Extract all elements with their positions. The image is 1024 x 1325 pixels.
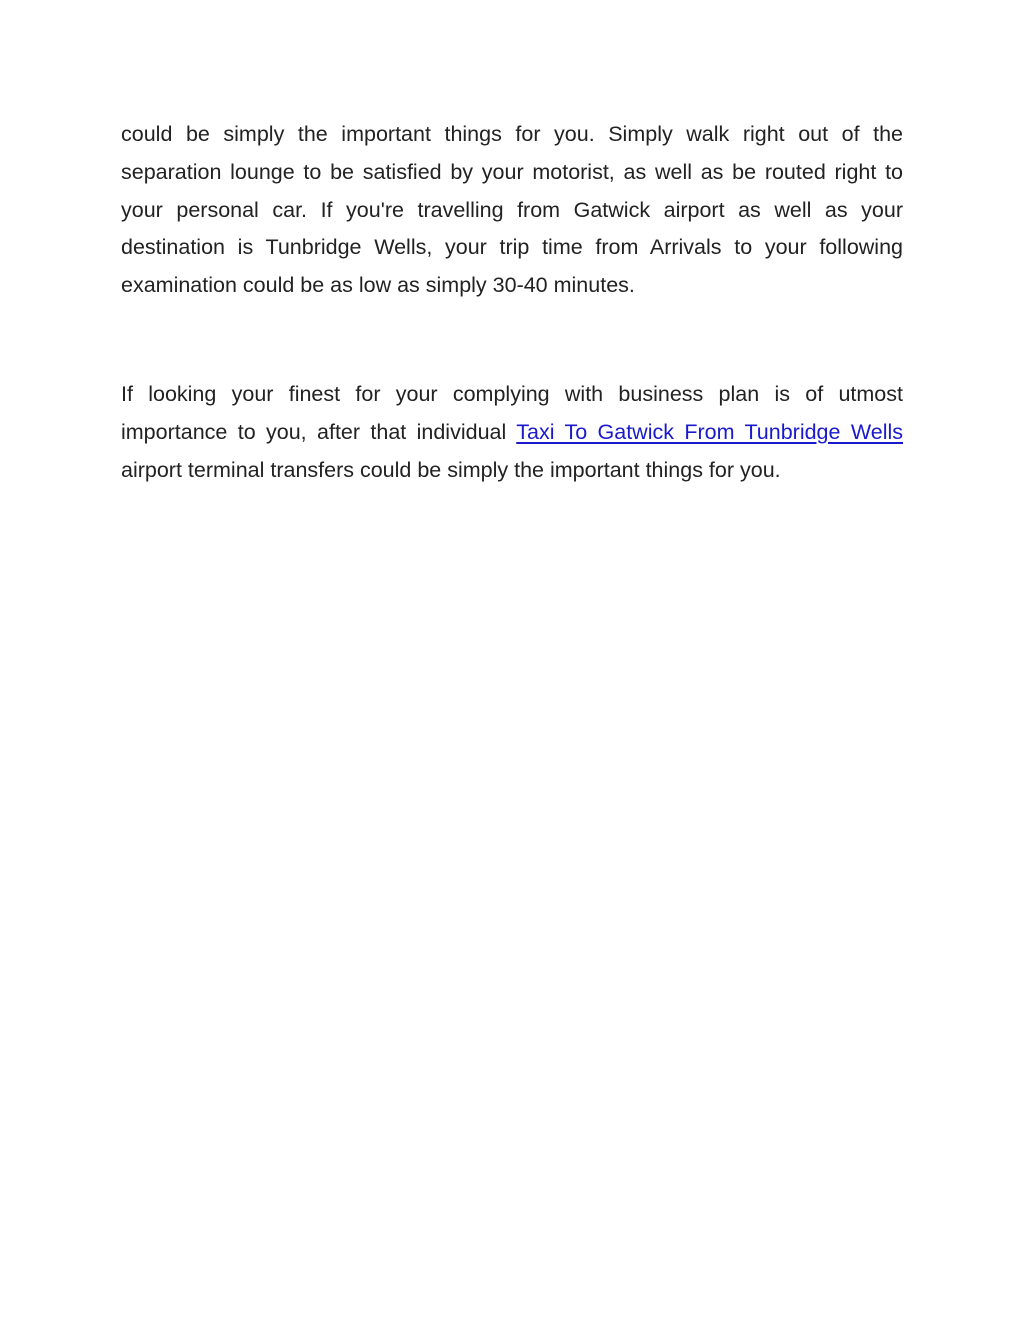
- paragraph-2: [121, 376, 903, 489]
- paragraph-1: could be simply the important things for you. Simply walk right out of the separation lounge to be satisfied by your motorist, as well as be routed right to your personal car. If you're travelling from Gatwick airport as well as your destination is Tunbridge Wells, your trip time from Arrivals to your following examination could be as low as simply 30-40 minutes.: [121, 122, 903, 298]
- taxi-gatwick-tunbridge-wells-link[interactable]: Taxi To Gatwick From Tunbridge Wells: [516, 419, 904, 444]
- paragraph-2-text-before-link: If looking your finest for your complying with business plan is of utmost importance to you, after that individual: [121, 381, 903, 444]
- paragraph-2-text-after-link: airport terminal transfers could be simply the important things for you.: [121, 457, 781, 482]
- document-body: [121, 116, 903, 489]
